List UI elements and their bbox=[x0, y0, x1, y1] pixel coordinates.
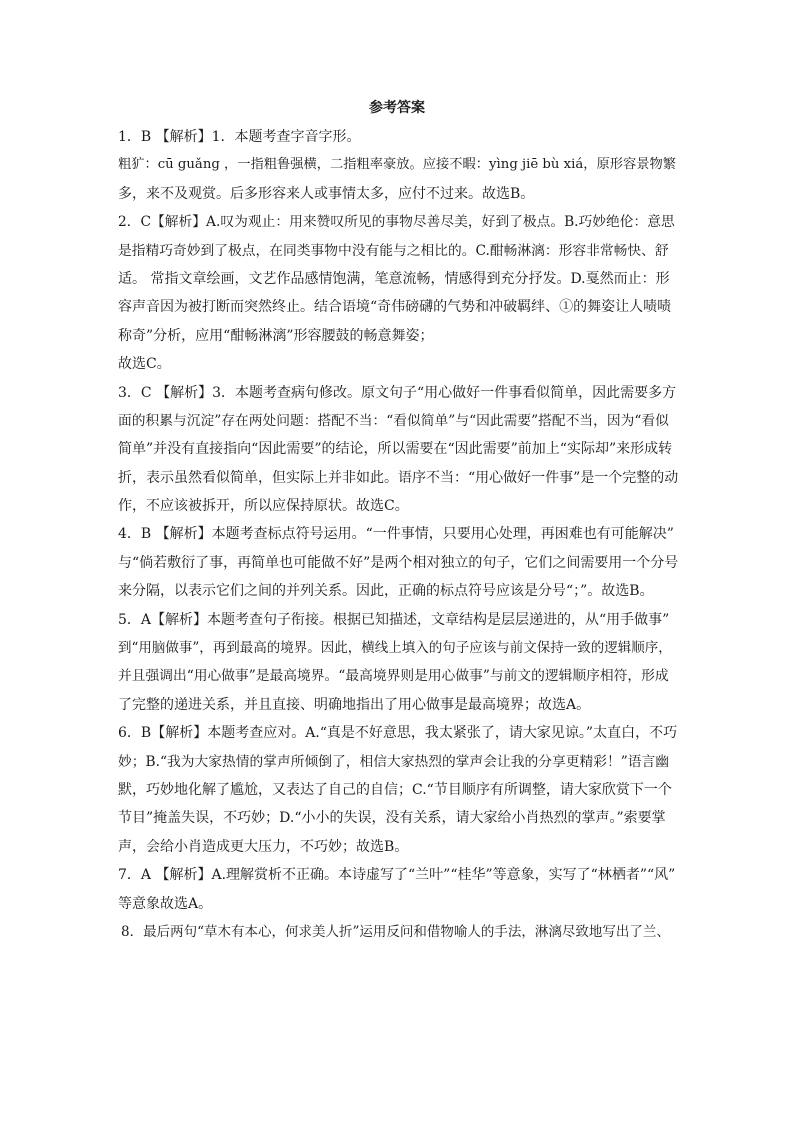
text-line: 节目”掩盖失误，不巧妙；D.“小小的失误，没有关系，请大家给小肖热烈的掌声。”索要掌 bbox=[118, 810, 666, 827]
text-line: 声，会给小肖造成更大压力，不巧妙；故选B。 bbox=[118, 838, 409, 855]
text-line: 来分隔，以表示它们之间的并列关系。因此，正确的标点符号应该是分号“；”。故选B。 bbox=[118, 583, 654, 600]
text-line: 粗犷：cū guǎng ，一指粗鲁强横，二指粗率豪放。应接不暇：yìng jiē bù xiá，原形容景物繁 bbox=[118, 157, 676, 173]
text-line: 8．最后两句“草木有本心，何求美人折”运用反问和借物喻人的手法，淋漓尽致地写出了兰、 bbox=[121, 923, 670, 940]
text-line: 折，表示虽然看似简单，但实际上并非如此。语序不当：“用心做好一件事”是一个完整的动 bbox=[118, 469, 679, 486]
text-line: 等意象故选A。 bbox=[118, 895, 213, 912]
text-line: 1．B 【解析】1．本题考查字音字形。 bbox=[118, 129, 361, 145]
text-line: 作，不应该被拆开，所以应保持原状。故选C。 bbox=[118, 498, 409, 515]
answer-body bbox=[118, 123, 678, 946]
text-line: 到“用脑做事”，再到最高的境界。因此，横线上填入的句子应该与前文保持一致的逻辑顺序， bbox=[118, 640, 672, 657]
text-line: 2．C【解析】A.叹为观止：用来赞叹所见的事物尽善尽美，好到了极点。B.巧妙绝伦：意思 bbox=[118, 214, 675, 231]
text-line: 并且强调出“用心做事”是最高境界。“最高境界则是用心做事”与前文的逻辑顺序相符，形成 bbox=[118, 668, 669, 685]
text-line: 3．C 【解析】3．本题考查病句修改。原文句子“用心做好一件事看似简单，因此需要多方 bbox=[118, 384, 677, 401]
text-line: 默，巧妙地化解了尴尬，又表达了自己的自信；C.“节目顺序有所调整，请大家欣赏下一个 bbox=[118, 781, 672, 798]
text-line: 妙；B.“我为大家热情的掌声所倾倒了，相信大家热烈的掌声会让我的分享更精彩！”语言幽 bbox=[118, 753, 670, 770]
text-line: 面的积累与沉淀”存在两处问题：搭配不当：“看似简单”与“因此需要”搭配不当，因为“看似 bbox=[118, 412, 669, 429]
text-line: 容声音因为被打断而突然终止。结合语境“奇伟磅礴的气势和冲破羁绊、①的舞姿让人啧啧 bbox=[118, 299, 672, 316]
text-line: 5．A【解析】本题考查句子衔接。根据已知描述，文章结构是层层递进的，从“用手做事” bbox=[118, 611, 670, 628]
text-line: 7．A 【解析】A.理解赏析不正确。本诗虚写了“兰叶”“桂华”等意象，实写了“林栖者”“风” bbox=[118, 867, 676, 884]
text-line: 简单”并没有直接指向“因此需要”的结论，所以需要在“因此需要”前加上“实际却”来形成转 bbox=[118, 441, 673, 458]
text-line: 了完整的递进关系，并且直接、明确地指出了用心做事是最高境界；故选A。 bbox=[118, 696, 591, 713]
text-line: 6．B【解析】本题考查应对。A.“真是不好意思，我太紧张了，请大家见谅。”太直白，不巧 bbox=[118, 725, 678, 742]
text-line: 多，来不及观赏。后多形容来人或事情太多，应付不过来。故选B。 bbox=[118, 185, 535, 202]
text-line: 适。 常指文章绘画，文艺作品感情饱满，笔意流畅，情感得到充分抒发。D.戛然而止：形 bbox=[118, 270, 670, 287]
page-title: 参考答案 bbox=[369, 100, 425, 116]
text-line: 称奇”分析，应用“酣畅淋漓”形容腰鼓的畅意舞姿； bbox=[118, 327, 434, 344]
text-line: 4．B 【解析】本题考查标点符号运用。“一件事情，只要用心处理，再困难也有可能解决” bbox=[118, 526, 674, 543]
text-line: 故选C。 bbox=[118, 356, 171, 373]
text-line: 与“倘若敷衍了事，再简单也可能做不好”是两个相对独立的句子，它们之间需要用一个分号 bbox=[118, 554, 679, 571]
text-line: 是指精巧奇妙到了极点，在同类事物中没有能与之相比的。C.酣畅淋漓：形容非常畅快、舒 bbox=[118, 242, 669, 259]
